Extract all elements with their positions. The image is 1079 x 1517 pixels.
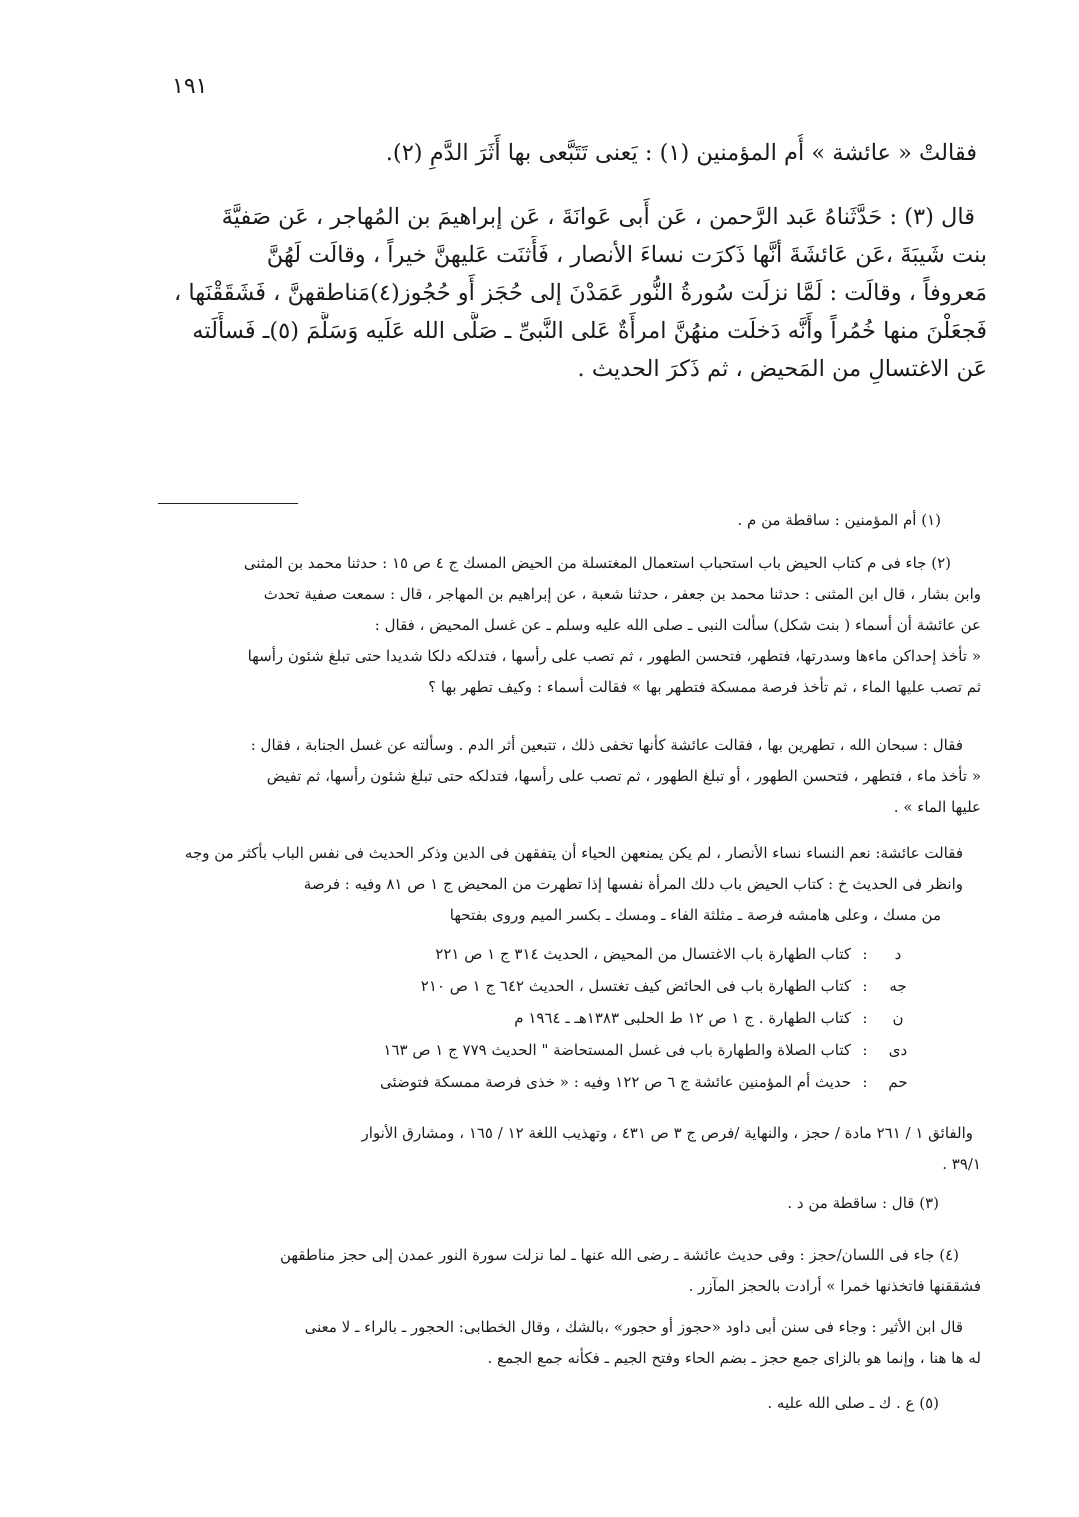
footnote-line: قال ابن الأثير : وجاء فى سنن أبى داود «حجوز أو حجور» ،بالشك ، وقال الخطابى: الحجور ـ بالراء ـ لا معنى — [304, 1318, 963, 1336]
footnote-line: ٣٩/١ . — [942, 1155, 981, 1173]
footnote-line: ثم تصب عليها الماء ، ثم تأخذ فرصة ممسكة فتطهر بها » فقالت أسماء : وكيف تطهر بها ؟ — [428, 678, 981, 696]
colon-separator: : — [862, 977, 868, 995]
reference-text: كتاب الطهارة . ج ١ ص ١٢ ط الحلبى ١٣٨٣هـ ـ ١٩٦٤ م — [514, 1009, 851, 1027]
reference-list — [197, 938, 917, 1098]
reference-row — [197, 970, 917, 1002]
footnote-line: عن عائشة أن أسماء ( بنت شكل) سألت النبى ـ صلى الله عليه وسلم ـ عن غسل المحيض ، فقال : — [374, 616, 981, 634]
footnote-2 — [143, 548, 981, 703]
footnote-line: وابن بشار ، قال ابن المثنى : حدثنا محمد بن جعفر ، حدثنا شعبة ، عن إبراهيم بن المهاجر ، قال : سمعت صفية تحدث — [263, 585, 981, 603]
footnote-line: وانظر فى الحديث خ : كتاب الحيض باب دلك المرأة نفسها إذا تطهرت من المحيض ج ١ ص ٨١ وفيه : فرصة — [303, 875, 963, 893]
reference-code: ن — [892, 1009, 904, 1027]
reference-row — [197, 938, 917, 970]
footnote-line: له ها هنا ، وإنما هو بالزاى جمع حجز ـ بضم الحاء وفتح الجيم ـ فكأنه جمع الجمع . — [487, 1349, 981, 1367]
footnote-2-continued — [143, 730, 981, 823]
footnote-3 — [143, 1188, 981, 1219]
footnote-line: (١) أم المؤمنين : ساقطة من م . — [737, 511, 941, 529]
reference-row — [197, 1034, 917, 1066]
footnote-4 — [143, 1240, 981, 1302]
reference-code: دى — [888, 1041, 908, 1059]
footnote-5 — [143, 1388, 981, 1419]
reference-text: كتاب الطهارة باب الاغتسال من المحيض ، الحديث ٣١٤ ج ١ ص ٢٢١ — [435, 945, 851, 963]
reference-code: د — [894, 945, 902, 963]
footnote-line: (٤) جاء فى اللسان/حجز : وفى حديث عائشة ـ رضى الله عنها ـ لما نزلت سورة النور عمدن إلى حجز مناطقهن — [280, 1246, 959, 1264]
footnote-2-lexicon — [143, 1118, 981, 1180]
footnote-line: فشققنها فاتخذنها خمرا » أرادت بالحجز المآزر . — [688, 1277, 981, 1295]
footnote-line: (٥) ع . ك ـ صلى الله عليه . — [767, 1394, 939, 1412]
main-line: قال (٣) : حَدَّثَناهُ عَبد الرَّحمن ، عَن أَبى عَوانَةَ ، عَن إبراهيمَ بن المُهاجر ، عَن صَفيَّةَ — [221, 204, 975, 230]
reference-text: كتاب الصلاة والطهارة باب فى غسل المستحاضة " الحديث ٧٧٩ ج ١ ص ١٦٣ — [383, 1041, 851, 1059]
footnote-line: « تأخذ ماء ، فتطهر ، فتحسن الطهور ، أو تبلغ الطهور ، ثم تصب على رأسها، فتدلكه حتى تبلغ شئون رأسها، ثم تفيض — [266, 767, 981, 785]
main-line: مَعروفاً ، وقالَت : لَمَّا نزلَت سُورةُ النُّور عَمَدْنَ إلى حُجَز أَو حُجُوز(٤)مَناطقهنَّ ، فَشَقَقْنَها ، — [174, 280, 987, 306]
footnote-line: من مسك ، وعلى هامشه فرصة ـ مثلثة الفاء ـ ومسك ـ بكسر الميم وروى بفتحها — [449, 906, 941, 924]
footnote-4-continued — [143, 1312, 981, 1374]
footnote-line: فقال : سبحان الله ، تطهرين بها ، فقالت عائشة كأنها تخفى ذلك ، تتبعين أثر الدم . وسألته عن غسل الجنابة ، فقال : — [250, 736, 963, 754]
page-number: ١٩١ — [172, 74, 208, 99]
footnote-separator — [158, 503, 298, 504]
main-line: فَجعَلْنَ منها خُمُراً وأَنَّه دَخلَت منهُنَّ امرأَةٌ عَلى النَّبىِّ ـ صَلَّى الله عَلَيه وَسَلَّمَ (٥)ـ فَسأَلَته — [192, 318, 987, 344]
colon-separator: : — [862, 945, 868, 963]
colon-separator: : — [862, 1041, 868, 1059]
main-paragraph — [147, 198, 987, 388]
reference-row — [197, 1002, 917, 1034]
footnote-line: عليها الماء » . — [893, 798, 981, 816]
main-line: فقالتْ « عائشة » أُم المؤمنين (١) : يَعنى تَتَبَّعى بها أَثَرَ الدَّمِ (٢). — [385, 140, 977, 166]
colon-separator: : — [862, 1073, 868, 1091]
reference-text: حديث أم المؤمنين عائشة ج ٦ ص ١٢٢ وفيه : « خذى فرصة ممسكة فتوضئى — [379, 1073, 851, 1091]
footnote-1 — [143, 505, 981, 536]
footnote-line: (٢) جاء فى م كتاب الحيض باب استحباب استعمال المغتسلة من الحيض المسك ج ٤ ص ١٥ : حدثنا محمد بن المثنى — [243, 554, 951, 572]
footnote-line: « تأخذ إحداكن ماءها وسدرتها، فتطهر، فتحسن الطهور ، ثم تصب على رأسها ، فتدلكه دلكا شديدا حتى تبلغ شئون رأسها — [247, 647, 981, 665]
footnote-line: فقالت عائشة: نعم النساء نساء الأنصار ، لم يكن يمنعهن الحياء أن يتفقهن فى الدين وذكر الحديث فى نفس الباب بأكثر من وجه — [184, 844, 963, 862]
main-line: بنت شَيبَةَ ،عَن عَائشَةَ أنَّها ذَكرَت نساءَ الأنصار ، فَأَثنَت عَليهنَّ خيراً ، وقالَت لَهُنَّ — [266, 242, 987, 268]
main-line: عَن الاغتسالِ من المَحيض ، ثم ذَكرَ الحديث . — [577, 356, 987, 382]
colon-separator: : — [862, 1009, 868, 1027]
reference-text: كتاب الطهارة باب فى الحائض كيف تغتسل ، الحديث ٦٤٢ ج ١ ص ٢١٠ — [420, 977, 851, 995]
reference-code: حم — [888, 1073, 908, 1091]
footnote-2-sources — [143, 838, 981, 931]
footnote-line: والفائق ١ / ٢٦١ مادة / حجز ، والنهاية /فرص ج ٣ ص ٤٣١ ، وتهذيب اللغة ١٢ / ١٦٥ ، ومشارق الأنوار — [361, 1124, 973, 1142]
reference-row — [197, 1066, 917, 1098]
main-text — [147, 134, 987, 172]
reference-code: جه — [889, 977, 907, 995]
footnote-line: (٣) قال : ساقطة من د . — [787, 1194, 939, 1212]
